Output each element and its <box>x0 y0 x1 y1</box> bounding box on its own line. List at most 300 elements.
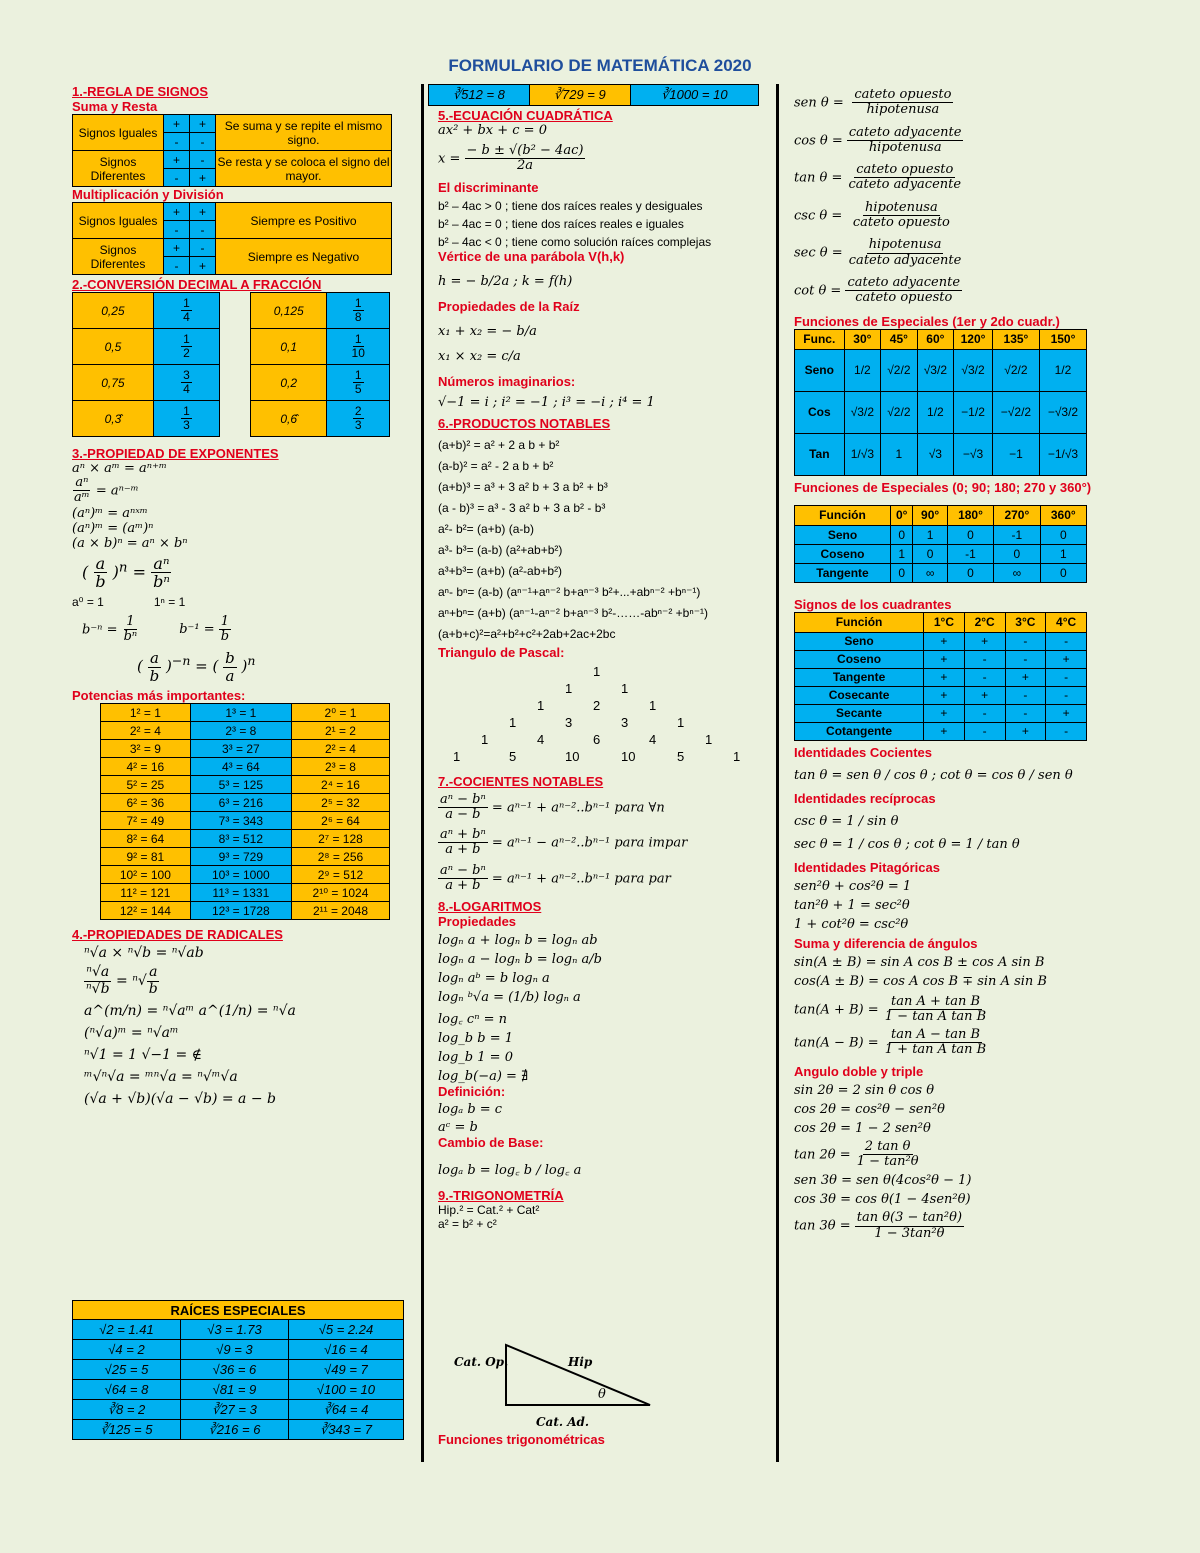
table-cell: ∞ <box>994 563 1040 582</box>
pot-cube: 6³ = 216 <box>190 794 291 812</box>
table-cell: Cosecante <box>795 686 924 704</box>
section-exponentes-title: 3.-PROPIEDAD DE EXPONENTES <box>72 446 279 461</box>
table-cell: + <box>1046 650 1087 668</box>
signos-mult-table: Signos Iguales + + Siempre es Positivo - - Signos Diferentes + - Siempre es Negativo - + <box>72 202 392 275</box>
log-line: logₙ aᵇ = b logₙ a <box>438 971 550 987</box>
pascal-number: 5 <box>677 748 685 764</box>
table-header: Func. <box>795 329 845 349</box>
trig-def: sen θ = $\frac{\text{cateto opuesto}}{\text{hipotenusa}}$ <box>794 87 952 118</box>
pascal-number: 1 <box>537 697 545 713</box>
pot-cube: 4³ = 64 <box>190 758 291 776</box>
table-cell: 0 <box>947 563 993 582</box>
column-1 <box>72 84 412 1109</box>
pit-1: sen²θ + cos²θ = 1 <box>794 878 912 894</box>
pot-cube: 11³ = 1331 <box>190 884 291 902</box>
table-cell: Secante <box>795 704 924 722</box>
pascal-number: 5 <box>509 748 517 764</box>
pascal-number: 4 <box>649 731 657 747</box>
log-line: log_b(−a) = ∄ <box>438 1069 529 1085</box>
table-cell: + <box>1005 722 1046 740</box>
pascal-number: 3 <box>565 714 573 730</box>
table-cell: Tangente <box>795 563 891 582</box>
disc-2: b² – 4ac = 0 ; tiene dos raíces reales e iguales <box>438 216 684 231</box>
table-cell: 0 <box>891 525 913 544</box>
table-header: 270° <box>994 505 1040 525</box>
table-cell: √2/2 <box>881 349 918 391</box>
pascal-number: 1 <box>453 748 461 764</box>
conv-decimal: 0,25 <box>73 293 154 329</box>
notable-line: a²- b²= (a+b) (a-b) <box>438 521 535 536</box>
imaginarios-eq: √−1 = i ; i² = −1 ; i³ = −i ; i⁴ = 1 <box>438 394 655 410</box>
raices-table <box>72 1300 404 1440</box>
pascal-title: Triangulo de Pascal: <box>438 644 565 660</box>
table-cell: 1/2 <box>1039 349 1086 391</box>
pot-cube: 3³ = 27 <box>190 740 291 758</box>
table-cell: Tan <box>795 433 845 475</box>
signos-iguales-label: Signos Iguales <box>73 115 164 151</box>
log-line: log_b 1 = 0 <box>438 1050 513 1066</box>
conv-decimal: 0,5 <box>73 329 154 365</box>
table-header: 0° <box>891 505 913 525</box>
conv-decimal: 0,1 <box>251 329 327 365</box>
exp-division: $\frac{\text{aⁿ}}{\text{aᵐ}}$ = aⁿ⁻ᵐ <box>74 475 139 506</box>
table-header: 60° <box>917 329 954 349</box>
imaginarios-title: Números imaginarios: <box>438 373 576 389</box>
disc-1: b² – 4ac > 0 ; tiene dos raíces reales y desiguales <box>438 198 703 213</box>
tan-sum: tan(A + B) = $\frac{\text{tan A + tan B}}{\text{1 − tan A tan B}}$ <box>794 993 987 1024</box>
table-header: Función <box>795 612 924 632</box>
table-cell: 1 <box>913 525 947 544</box>
dt-1: sin 2θ = 2 sin θ cos θ <box>794 1082 935 1098</box>
table-cell: 0 <box>891 563 913 582</box>
pot-square: 9² = 81 <box>101 848 191 866</box>
pot-square: 3² = 9 <box>101 740 191 758</box>
rad-line-5: ᵐ√ⁿ√a = ᵐⁿ√a = ⁿ√ᵐ√a <box>84 1069 238 1086</box>
sd-1: sin(A ± B) = sin A cos B ± cos A sin B <box>794 954 1045 970</box>
cat-ad-label: Cat. Ad. <box>536 1415 590 1429</box>
table-cell: + <box>1005 668 1046 686</box>
quadratic-equation: ax² + bx + c = 0 <box>438 123 547 138</box>
divider-left <box>421 84 424 1462</box>
notable-line: (a+b+c)²=a²+b²+c²+2ab+2ac+2bc <box>438 626 616 641</box>
pot-two: 2¹¹ = 2048 <box>291 902 389 920</box>
pot-square: 1² = 1 <box>101 704 191 722</box>
table-cell: - <box>964 650 1005 668</box>
pascal-number: 4 <box>537 731 545 747</box>
pot-square: 11² = 121 <box>101 884 191 902</box>
section-signos-title: 1.-REGLA DE SIGNOS <box>72 84 209 99</box>
pot-two: 2¹⁰ = 1024 <box>291 884 389 902</box>
potencias-table <box>100 703 390 920</box>
potencias-title: Potencias más importantes: <box>72 688 246 704</box>
raiz-cell: ∛125 = 5 <box>73 1420 181 1440</box>
propiedades-title: Propiedades <box>438 914 517 930</box>
pascal-number: 1 <box>621 680 629 696</box>
id-coc-title: Identidades Cocientes <box>794 744 932 760</box>
table-cell: Seno <box>795 525 891 544</box>
table-cell: Seno <box>795 349 845 391</box>
exp-line-2: (aⁿ)ᵐ = aⁿˣᵐ <box>72 505 148 521</box>
pascal-number: 1 <box>481 731 489 747</box>
cube-root-cell: ∛1000 = 10 <box>630 85 758 106</box>
prod-roots: x₁ × x₂ = c/a <box>438 348 521 364</box>
rad-line-3: (ⁿ√a)ᵐ = ⁿ√aᵐ <box>84 1025 179 1042</box>
tan-dif: tan(A − B) = $\frac{\text{tan A − tan B}}{\text{1 + tan A tan B}}$ <box>794 1027 987 1058</box>
table-cell: Cos <box>795 391 845 433</box>
conv-decimal: 0,6̂ <box>251 401 327 437</box>
exp-line-4: (a × b)ⁿ = aⁿ × bⁿ <box>72 535 188 551</box>
notables-list <box>438 438 768 641</box>
table-cell: Seno <box>795 632 924 650</box>
table-cell: 0 <box>913 544 947 563</box>
table-header: 90° <box>913 505 947 525</box>
tan3: tan 3θ = $\frac{\text{tan θ(3 − tan²θ)}}{\text{1 − 3tan²θ}}$ <box>794 1210 963 1241</box>
suma-resta-label: Suma y Resta <box>72 99 158 114</box>
table-cell: - <box>1005 650 1046 668</box>
table-cell: + <box>964 686 1005 704</box>
raiz-cell: √36 = 6 <box>180 1360 288 1380</box>
signos-diferentes-label: Signos Diferentes <box>73 151 164 187</box>
definicion-title: Definición: <box>438 1084 506 1100</box>
suma-diferentes-text: Se resta y se coloca el signo del mayor. <box>216 151 392 187</box>
raiz-cell: ∛343 = 7 <box>288 1420 403 1440</box>
vertice-title: Vértice de una parábola V(h,k) <box>438 248 625 264</box>
id-rec-title: Identidades recíprocas <box>794 790 936 806</box>
raiz-cell: √81 = 9 <box>180 1380 288 1400</box>
table-cell: −√3/2 <box>1039 391 1086 433</box>
mult-div-label: Multiplicación y División <box>72 187 224 202</box>
tan2: tan 2θ = $\frac{\text{2 tan θ}}{\text{1 − tan²θ}}$ <box>794 1138 919 1170</box>
mult-iguales-text: Siempre es Positivo <box>216 203 392 239</box>
raiz-cell: √49 = 7 <box>288 1360 403 1380</box>
table-cell: 1 <box>881 433 918 475</box>
raiz-cell: ∛64 = 4 <box>288 1400 403 1420</box>
table-cell: ∞ <box>913 563 947 582</box>
conv-fraction: $\frac{3}{4}$ <box>153 365 219 401</box>
section-radicales-title: 4.-PROPIEDADES DE RADICALES <box>72 927 283 943</box>
pit-3: 1 + cot²θ = csc²θ <box>794 916 909 932</box>
table-header: 150° <box>1039 329 1086 349</box>
table-cell: −√2/2 <box>992 391 1039 433</box>
table-cell: √3 <box>917 433 954 475</box>
cociente-line: $\frac{\text{aⁿ − bⁿ}}{a - b}$ = aⁿ⁻¹ + aⁿ⁻²..bⁿ⁻¹ para ∀n <box>440 791 665 822</box>
table-cell: 0 <box>994 544 1040 563</box>
raices-especiales <box>72 1300 404 1440</box>
trig-def: cot θ = $\frac{\text{cateto adyacente}}{\text{cateto opuesto}}$ <box>794 274 961 306</box>
vertice-eq: h = − b/2a ; k = f(h) <box>438 273 573 289</box>
raiz-cell: √9 = 3 <box>180 1340 288 1360</box>
cube-root-cell: ∛729 = 9 <box>529 85 630 106</box>
pot-two: 2⁰ = 1 <box>291 704 389 722</box>
raiz-cell: √3 = 1.73 <box>180 1320 288 1340</box>
rad-division: $\frac{\text{ⁿ√a}}{\text{ⁿ√b}}$ = ⁿ√ $\frac{a}{b}$ <box>86 964 158 997</box>
pot-square: 10² = 100 <box>101 866 191 884</box>
dt2-2: cos 3θ = cos θ(1 − 4sen²θ) <box>794 1192 971 1208</box>
table-cell: Tangente <box>795 668 924 686</box>
pot-cube: 8³ = 512 <box>190 830 291 848</box>
cociente-line: $\frac{\text{aⁿ − bⁿ}}{a + b}$ = aⁿ⁻¹ + aⁿ⁻²..bⁿ⁻¹ para par <box>440 862 671 894</box>
pot-two: 2⁶ = 64 <box>291 812 389 830</box>
conv-fraction: $\frac{1}{3}$ <box>153 401 219 437</box>
pot-two: 2¹ = 2 <box>291 722 389 740</box>
table-header: 135° <box>992 329 1039 349</box>
table-cell: - <box>1005 632 1046 650</box>
table-cell: - <box>1005 686 1046 704</box>
table-cell: √2/2 <box>881 391 918 433</box>
pot-cube: 5³ = 125 <box>190 776 291 794</box>
raiz-cell: √5 = 2.24 <box>288 1320 403 1340</box>
section-trig-title: 9.-TRIGONOMETRÍA <box>438 1188 564 1204</box>
pascal-number: 10 <box>621 748 636 764</box>
notable-line: a³- b³= (a-b) (a²+ab+b²) <box>438 542 563 557</box>
notable-line: (a+b)³ = a³ + 3 a² b + 3 a b² + b³ <box>438 479 608 494</box>
cambio-eq: logₐ b = log꜀ b / log꜀ a <box>438 1163 582 1179</box>
table-cell: −1 <box>992 433 1039 475</box>
conv-fraction: $\frac{1}{8}$ <box>327 293 390 329</box>
table-header: 3°C <box>1005 612 1046 632</box>
pot-two: 2⁸ = 256 <box>291 848 389 866</box>
raiz-cell: √2 = 1.41 <box>73 1320 181 1340</box>
quadratic-formula: x = $\frac{\text{− b ± √(b² − 4ac)}}{2a}$ <box>438 143 584 174</box>
page-title: FORMULARIO DE MATEMÁTICA 2020 <box>448 56 752 75</box>
table-cell: -1 <box>947 544 993 563</box>
rad-line-4: ⁿ√1 = 1 √−1 = ∉ <box>84 1047 203 1064</box>
triangle-diagram <box>440 1335 670 1445</box>
raiz-cell: √25 = 5 <box>73 1360 181 1380</box>
table-cell: √3/2 <box>917 349 954 391</box>
raiz-cell: √16 = 4 <box>288 1340 403 1360</box>
id-rec-eq2: sec θ = 1 / cos θ ; cot θ = 1 / tan θ <box>794 836 1020 852</box>
table-cell: - <box>964 668 1005 686</box>
table-cell: 0 <box>1040 525 1086 544</box>
table-header: 360° <box>1040 505 1086 525</box>
theta-label: θ <box>598 1387 606 1402</box>
rad-line-2: a^(m/n) = ⁿ√aᵐ a^(1/n) = ⁿ√a <box>84 1003 296 1020</box>
conv-fraction: $\frac{1}{10}$ <box>327 329 390 365</box>
section-cocientes-title: 7.-COCIENTES NOTABLES <box>438 773 604 789</box>
raiz-cell: ∛216 = 6 <box>180 1420 288 1440</box>
id-coc-eq: tan θ = sen θ / cos θ ; cot θ = cos θ / sen θ <box>794 767 1073 783</box>
esp2-title: Funciones de Especiales (0; 90; 180; 270 y 360°) <box>794 479 1092 495</box>
especiales-table-1 <box>794 329 1087 476</box>
table-cell: - <box>1046 632 1087 650</box>
signos-cuadrantes-table <box>794 612 1087 741</box>
table-cell: + <box>924 686 965 704</box>
pot-cube: 7³ = 343 <box>190 812 291 830</box>
mult-diferentes-text: Siempre es Negativo <box>216 239 392 275</box>
table-cell: −1/2 <box>954 391 993 433</box>
notable-line: (a+b)² = a² + 2 a b + b² <box>438 437 560 452</box>
table-cell: 1 <box>891 544 913 563</box>
pascal-number: 1 <box>733 748 741 764</box>
table-cell: + <box>924 668 965 686</box>
table-cell: 1/2 <box>844 349 881 391</box>
pot-square: 12² = 144 <box>101 902 191 920</box>
trig-def: csc θ = $\frac{\text{hipotenusa}}{\text{cateto opuesto}}$ <box>794 199 950 231</box>
pascal-number: 1 <box>705 731 713 747</box>
cube-roots <box>428 84 759 106</box>
cube-root-cell: ∛512 = 8 <box>429 85 530 106</box>
table-cell: √3/2 <box>954 349 993 391</box>
log-line: logₙ a − logₙ b = logₙ a/b <box>438 952 602 968</box>
pascal-number: 1 <box>593 663 601 679</box>
pot-two: 2⁴ = 16 <box>291 776 389 794</box>
table-header: 45° <box>881 329 918 349</box>
table-cell: - <box>964 722 1005 740</box>
pot-two: 2⁹ = 512 <box>291 866 389 884</box>
pascal-triangle <box>438 660 768 772</box>
pascal-number: 6 <box>593 731 601 747</box>
conversion-table-right <box>250 292 390 437</box>
pot-cube: 9³ = 729 <box>190 848 291 866</box>
dt-2: cos 2θ = cos²θ − sen²θ <box>794 1101 945 1117</box>
dt2-1: sen 3θ = sen θ(4cos²θ − 1) <box>794 1173 972 1189</box>
abc-eq: a² = b² + c² <box>438 1217 497 1232</box>
logs-list <box>438 933 768 1084</box>
trig-def: sec θ = $\frac{\text{hipotenusa}}{\text{cateto adyacente}}$ <box>794 237 962 268</box>
notable-line: aⁿ- bⁿ= (a-b) (aⁿ⁻¹+aⁿ⁻² b+aⁿ⁻³ b²+...+abⁿ⁻² +bⁿ⁻¹) <box>438 584 701 599</box>
suma-dif-title: Suma y diferencia de ángulos <box>794 935 978 951</box>
notable-line: (a-b)² = a² - 2 a b + b² <box>438 458 554 473</box>
exp-line-3: (aⁿ)ᵐ = (aᵐ)ⁿ <box>72 520 154 536</box>
pot-square: 4² = 16 <box>101 758 191 776</box>
pot-cube: 10³ = 1000 <box>190 866 291 884</box>
table-cell: Coseno <box>795 650 924 668</box>
trig-def: tan θ = $\frac{\text{cateto opuesto}}{\text{cateto adyacente}}$ <box>794 162 962 193</box>
notable-line: aⁿ+bⁿ= (a+b) (aⁿ⁻¹-aⁿ⁻² b+aⁿ⁻³ b²-……-abⁿ⁻² +bⁿ⁻¹) <box>438 605 709 620</box>
table-cell: - <box>1046 686 1087 704</box>
table-cell: + <box>924 722 965 740</box>
dt-3: cos 2θ = 1 − 2 sen²θ <box>794 1120 931 1136</box>
table-header: 4°C <box>1046 612 1087 632</box>
table-cell: √3/2 <box>844 391 881 433</box>
table-header: 2°C <box>964 612 1005 632</box>
sd-2: cos(A ± B) = cos A cos B ∓ sin A sin B <box>794 973 1047 989</box>
table-header: Función <box>795 505 891 525</box>
esp1-title: Funciones de Especiales (1er y 2do cuadr.) <box>794 313 1060 329</box>
cociente-line: $\frac{\text{aⁿ + bⁿ}}{a + b}$ = aⁿ⁻¹ − aⁿ⁻²..bⁿ⁻¹ para impar <box>440 827 688 858</box>
signos-cuad-title: Signos de los cuadrantes <box>794 596 952 612</box>
trig-definitions <box>794 88 1094 306</box>
table-cell: Coseno <box>795 544 891 563</box>
raiz-cell: ∛27 = 3 <box>180 1400 288 1420</box>
pot-cube: 2³ = 8 <box>190 722 291 740</box>
especiales-table-2 <box>794 505 1087 583</box>
hip-label: Hip <box>568 1355 593 1369</box>
table-cell: + <box>1046 704 1087 722</box>
conv-fraction: $\frac{1}{2}$ <box>153 329 219 365</box>
sum-roots: x₁ + x₂ = − b/a <box>438 323 537 339</box>
table-cell: - <box>1005 704 1046 722</box>
pot-square: 8² = 64 <box>101 830 191 848</box>
raiz-cell: √100 = 10 <box>288 1380 403 1400</box>
log-line: log꜀ cⁿ = n <box>438 1012 508 1028</box>
discriminante-title: El discriminante <box>438 179 539 195</box>
notable-line: a³+b³= (a+b) (a²-ab+b²) <box>438 563 563 578</box>
table-header: 120° <box>954 329 993 349</box>
table-cell: Cotangente <box>795 722 924 740</box>
table-cell: + <box>924 632 965 650</box>
table-cell: 1/√3 <box>844 433 881 475</box>
log-line: logₙ ᵇ√a = (1/b) logₙ a <box>438 990 581 1006</box>
cat-op-label: Cat. Op. <box>454 1355 509 1369</box>
pascal-number: 3 <box>621 714 629 730</box>
table-header: 30° <box>844 329 881 349</box>
divider-right <box>776 84 779 1462</box>
table-header: 1°C <box>924 612 965 632</box>
table-cell: 0 <box>1040 563 1086 582</box>
conv-fraction: $\frac{1}{5}$ <box>327 365 390 401</box>
pascal-number: 2 <box>593 697 601 713</box>
pot-cube: 1³ = 1 <box>190 704 291 722</box>
column-3 <box>794 86 1094 1241</box>
exp-inverse: ( $\frac{a}{b}$ )$^{-n}$ = ( $\frac{b}{a}$ )$^n$ <box>137 649 256 685</box>
pot-square: 7² = 49 <box>101 812 191 830</box>
table-cell: √2/2 <box>992 349 1039 391</box>
suma-iguales-text: Se suma y se repite el mismo signo. <box>216 115 392 151</box>
section-conversion-title: 2.-CONVERSIÓN DECIMAL A FRACCIÓN <box>72 277 322 292</box>
table-header: 180° <box>947 505 993 525</box>
table-cell: + <box>964 632 1005 650</box>
rad-line-6: (√a + √b)(√a − √b) = a − b <box>84 1091 276 1108</box>
conv-fraction: $\frac{1}{4}$ <box>153 293 219 329</box>
table-cell: -1 <box>994 525 1040 544</box>
section-logaritmos-title: 8.-LOGARITMOS <box>438 899 542 915</box>
signos-suma-table: Signos Iguales + + Se suma y se repite el mismo signo. - - Signos Diferentes + - Se resta y se coloca el signo del mayor. - + <box>72 114 392 187</box>
section-cuadratica-title: 5.-ECUACIÓN CUADRÁTICA <box>438 108 613 123</box>
exp-line-1: aⁿ × aᵐ = aⁿ⁺ᵐ <box>72 461 167 476</box>
table-cell: 0 <box>947 525 993 544</box>
pot-cube: 12³ = 1728 <box>190 902 291 920</box>
def-2: aᶜ = b <box>438 1120 478 1136</box>
pot-two: 2⁷ = 128 <box>291 830 389 848</box>
pot-two: 2⁵ = 32 <box>291 794 389 812</box>
pit-2: tan²θ + 1 = sec²θ <box>794 897 910 913</box>
conv-decimal: 0,125 <box>251 293 327 329</box>
table-cell: 1 <box>1040 544 1086 563</box>
table-cell: −1/√3 <box>1039 433 1086 475</box>
table-cell: 1/2 <box>917 391 954 433</box>
log-line: logₙ a + logₙ b = logₙ ab <box>438 933 598 949</box>
pot-square: 2² = 4 <box>101 722 191 740</box>
log-line: log_b b = 1 <box>438 1031 514 1047</box>
table-cell: - <box>964 704 1005 722</box>
table-cell: + <box>924 704 965 722</box>
trig-def: cos θ = $\frac{\text{cateto adyacente}}{\text{hipotenusa}}$ <box>794 124 962 155</box>
exp-frac-power: ( $\frac{a}{b}$ )$^n$ = $\frac{\text{aⁿ}}{\text{bⁿ}}$ <box>82 553 170 592</box>
conv-decimal: 0,2 <box>251 365 327 401</box>
pascal-number: 1 <box>509 714 517 730</box>
prop-raiz-title: Propiedades de la Raíz <box>438 298 580 314</box>
pascal-number: 10 <box>565 748 580 764</box>
pot-two: 2³ = 8 <box>291 758 389 776</box>
table-cell: - <box>1046 668 1087 686</box>
pot-two: 2² = 4 <box>291 740 389 758</box>
conv-decimal: 0,3̂ <box>73 401 154 437</box>
table-cell: −√3 <box>954 433 993 475</box>
cocientes-list <box>438 793 768 894</box>
raiz-cell: √4 = 2 <box>73 1340 181 1360</box>
pot-square: 6² = 36 <box>101 794 191 812</box>
column-2 <box>438 108 768 1231</box>
conversion-table-left <box>72 292 220 437</box>
pascal-number: 1 <box>677 714 685 730</box>
cambio-title: Cambio de Base: <box>438 1135 544 1151</box>
raiz-cell: √64 = 8 <box>73 1380 181 1400</box>
def-1: logₐ b = c <box>438 1102 503 1118</box>
notable-line: (a - b)³ = a³ - 3 a² b + 3 a b² - b³ <box>438 500 606 515</box>
id-rec-eq1: csc θ = 1 / sin θ <box>794 813 899 829</box>
